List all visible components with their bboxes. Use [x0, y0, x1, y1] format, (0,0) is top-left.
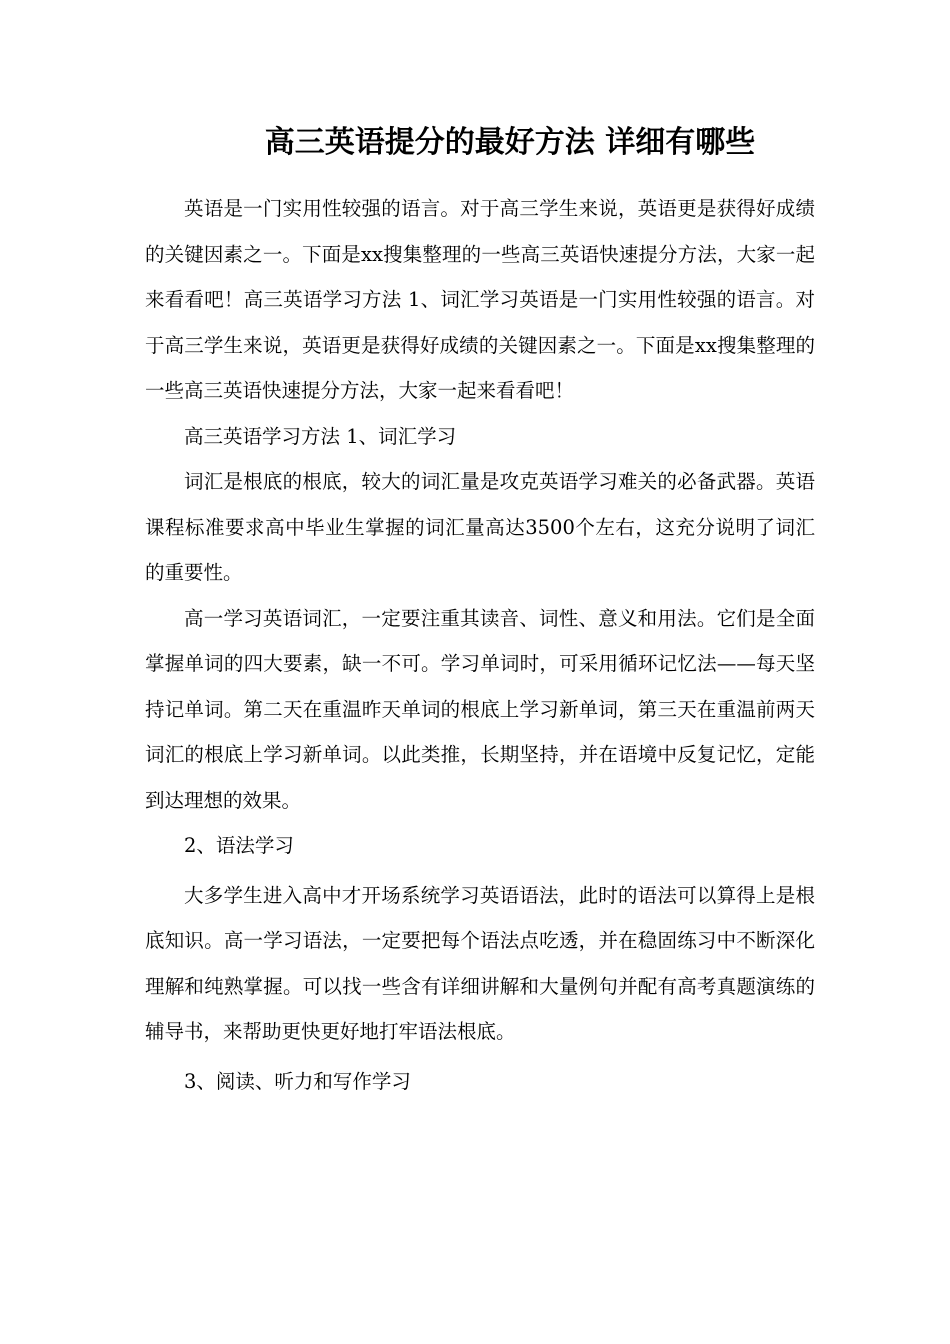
paragraph-vocabulary-importance: 词汇是根底的根底，较大的词汇量是攻克英语学习难关的必备武器。英语课程标准要求高中毕业生掌握的词汇量高达3500个左右，这充分说明了词汇的重要性。	[145, 470, 815, 584]
paragraph-grammar: 大多学生进入高中才开场系统学习英语语法，此时的语法可以算得上是根底知识。高一学习语法，一定要把每个语法点吃透，并在稳固练习中不断深化理解和纯熟掌握。可以找一些含有详细讲解和大量例句并配有高考真题演练的辅导书，来帮助更快更好地打牢语法根底。	[145, 883, 815, 1043]
paragraph-vocabulary-method: 高一学习英语词汇，一定要注重其读音、词性、意义和用法。它们是全面掌握单词的四大要素，缺一不可。学习单词时，可采用循环记忆法——每天坚持记单词。第二天在重温昨天单词的根底上学习新单词，第三天在重温前两天词汇的根底上学习新单词。以此类推，长期坚持，并在语境中反复记忆，定能到达理想的效果。	[145, 606, 815, 812]
document-body	[145, 186, 815, 1104]
document-title: 高三英语提分的最好方法 详细有哪些	[264, 125, 756, 160]
paragraph-intro: 英语是一门实用性较强的语言。对于高三学生来说，英语更是获得好成绩的关键因素之一。下面是xx搜集整理的一些高三英语快速提分方法，大家一起来看看吧！高三英语学习方法 1、词汇学习英语是一门实用性较强的语言。对于高三学生来说，英语更是获得好成绩的关键因素之一。下面是xx搜集整理的一些高三英语快速提分方法，大家一起来看看吧！	[145, 197, 815, 402]
paragraph-heading-vocabulary: 高三英语学习方法 1、词汇学习	[184, 424, 457, 448]
paragraph-heading-reading: 3、阅读、听力和写作学习	[184, 1069, 411, 1093]
paragraph-heading-grammar: 2、语法学习	[184, 834, 294, 857]
